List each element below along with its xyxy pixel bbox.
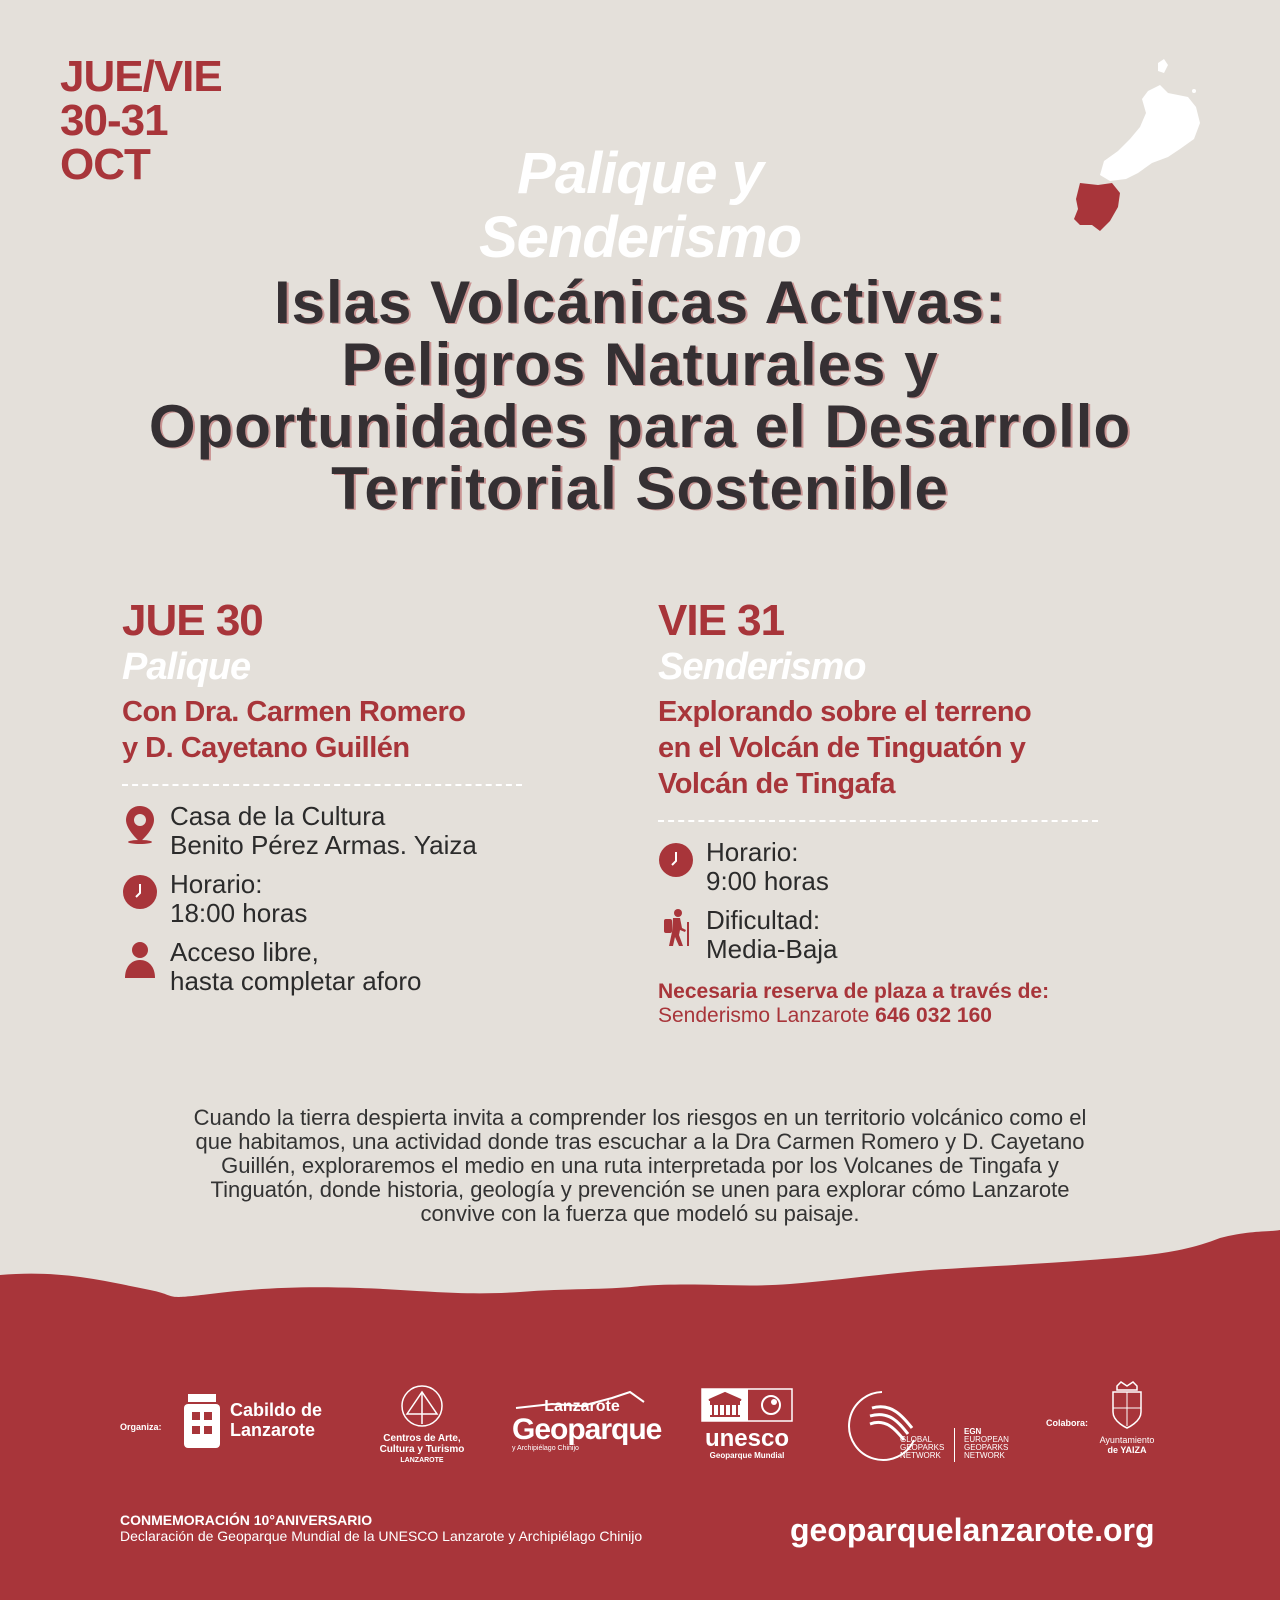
day2-schedule — [658, 838, 1118, 896]
unesco-line-1: unesco — [704, 1425, 790, 1452]
day2-section — [658, 598, 1118, 1028]
divider — [658, 820, 1098, 822]
day2-difficulty-value: Media-Baja — [706, 934, 838, 964]
date-month: OCT — [60, 140, 150, 189]
title-line-1: Islas Volcánicas Activas: — [273, 269, 1007, 336]
cabildo-shield-icon — [182, 1394, 222, 1450]
description-line-5: convive con la fuerza que modeló su paisaje. — [420, 1201, 860, 1226]
day1-schedule-label: Horario: — [170, 869, 263, 899]
day1-schedule-time: 18:00 horas — [170, 898, 308, 928]
event-description — [130, 1106, 1150, 1226]
day1-access — [122, 938, 562, 996]
date-numbers: 30-31 — [60, 96, 168, 145]
day2-activity: Senderismo — [658, 646, 866, 688]
title-line-2: Peligros Naturales y — [341, 331, 939, 398]
yaiza-line-2: de YAIZA — [1107, 1445, 1147, 1455]
egn-line-1: EGN — [964, 1427, 982, 1436]
colabora-label: Colabora: — [1046, 1418, 1089, 1428]
geoparque-line-1: Lanzarote — [544, 1398, 620, 1415]
reservation-heading: Necesaria reserva de plaza a través de: — [658, 980, 1050, 1003]
organiza-label: Organiza: — [120, 1422, 162, 1432]
day1-section — [122, 598, 562, 1006]
day2-schedule-time: 9:00 horas — [706, 866, 829, 896]
cabildo-line-2: Lanzarote — [230, 1420, 316, 1440]
cabildo-logo[interactable] — [182, 1390, 342, 1454]
reservation-note — [658, 980, 1118, 1028]
day1-speakers-line-2: y D. Cayetano Guillén — [122, 732, 410, 764]
clock-icon — [122, 872, 158, 912]
day2-difficulty-label: Dificultad: — [706, 905, 821, 935]
cact-line-3: LANZAROTE — [400, 1457, 444, 1464]
description-line-3: Guillén, exploraremos el medio en una ruta interpretada por los Volcanes de Tingafa y — [221, 1153, 1059, 1178]
day1-access-line-2: hasta completar aforo — [170, 966, 422, 996]
day1-access-line-1: Acceso libre, — [170, 937, 319, 967]
logos-strip — [0, 1370, 1280, 1480]
anniversary-text: Declaración de Geoparque Mundial de la UNESCO Lanzarote y Archipiélago Chinijo — [120, 1528, 643, 1544]
event-type-line-1: Palique y — [517, 141, 763, 206]
anniversary-note — [120, 1512, 642, 1544]
day1-location-line-2: Benito Pérez Armas. Yaiza — [170, 830, 477, 860]
ggn-egn-logo[interactable] — [842, 1388, 1012, 1464]
event-type-line-2: Senderismo — [479, 205, 801, 270]
day2-date: VIE 31 — [658, 596, 785, 645]
date-days: JUE/VIE — [60, 52, 222, 101]
website-link[interactable]: geoparquelanzarote.org — [790, 1512, 1155, 1548]
yaiza-crest-icon — [1109, 1380, 1145, 1430]
ggn-line-1: GLOBAL — [900, 1435, 933, 1444]
ggn-line-2: GEOPARKS — [900, 1443, 945, 1452]
day2-topic — [658, 694, 1118, 802]
unesco-logo[interactable] — [698, 1388, 796, 1460]
cact-line-1: Centros de Arte, — [383, 1433, 461, 1444]
anniversary-heading: CONMEMORACIÓN 10°ANIVERSARIO — [120, 1512, 373, 1528]
unesco-line-2: Geoparque Mundial — [709, 1451, 785, 1460]
cact-emblem-icon — [397, 1384, 447, 1428]
person-icon — [122, 940, 158, 980]
cact-logo[interactable] — [372, 1384, 472, 1466]
reservation-provider: Senderismo Lanzarote — [658, 1004, 876, 1027]
cabildo-line-1: Cabildo de — [230, 1400, 323, 1420]
day1-date: JUE 30 — [122, 596, 263, 645]
egn-line-4: NETWORK — [964, 1451, 1005, 1460]
day1-speakers-line-1: Con Dra. Carmen Romero — [122, 696, 466, 728]
egn-line-3: GEOPARKS — [964, 1443, 1009, 1452]
day2-topic-line-3: Volcán de Tingafa — [658, 768, 895, 800]
divider — [122, 784, 522, 786]
geoparque-line-3: y Archipiélago Chinijo — [512, 1445, 579, 1452]
description-line-4: Tinguatón, donde historia, geología y prevención se unen para explorar cómo Lanzarote — [210, 1177, 1070, 1202]
description-line-1: Cuando la tierra despierta invita a comprender los riesgos en un territorio volcánico como el — [193, 1105, 1087, 1130]
yaiza-logo[interactable] — [1094, 1380, 1160, 1455]
ggn-line-3: NETWORK — [900, 1451, 941, 1460]
location-pin-icon — [122, 804, 158, 844]
geoparque-line-2: Geoparque — [512, 1413, 662, 1446]
day1-location — [122, 802, 562, 860]
title-line-3: Oportunidades para el Desarrollo — [148, 393, 1132, 460]
day2-topic-line-1: Explorando sobre el terreno — [658, 696, 1032, 728]
day2-topic-line-2: en el Volcán de Tinguatón y — [658, 732, 1026, 764]
egn-line-2: EUROPEAN — [964, 1435, 1009, 1444]
hiker-icon — [658, 908, 694, 948]
yaiza-line-1: Ayuntamiento — [1099, 1435, 1155, 1445]
title-line-4: Territorial Sostenible — [331, 455, 949, 522]
day2-difficulty — [658, 906, 1118, 964]
day1-activity: Palique — [122, 646, 251, 688]
cact-line-2: Cultura y Turismo — [379, 1444, 465, 1455]
event-type-heading — [0, 142, 1280, 270]
clock-icon — [658, 840, 694, 880]
reservation-phone[interactable]: 646 032 160 — [875, 1004, 992, 1027]
day1-schedule — [122, 870, 562, 928]
description-line-2: que habitamos, una actividad donde tras escuchar a la Dra Carmen Romero y D. Cayetano — [195, 1129, 1085, 1154]
day1-speakers — [122, 694, 562, 766]
day1-location-line-1: Casa de la Cultura — [170, 801, 386, 831]
geoparque-logo[interactable] — [512, 1390, 662, 1452]
main-title — [40, 269, 1240, 522]
day2-schedule-label: Horario: — [706, 837, 799, 867]
unesco-temple-icon — [701, 1388, 793, 1422]
